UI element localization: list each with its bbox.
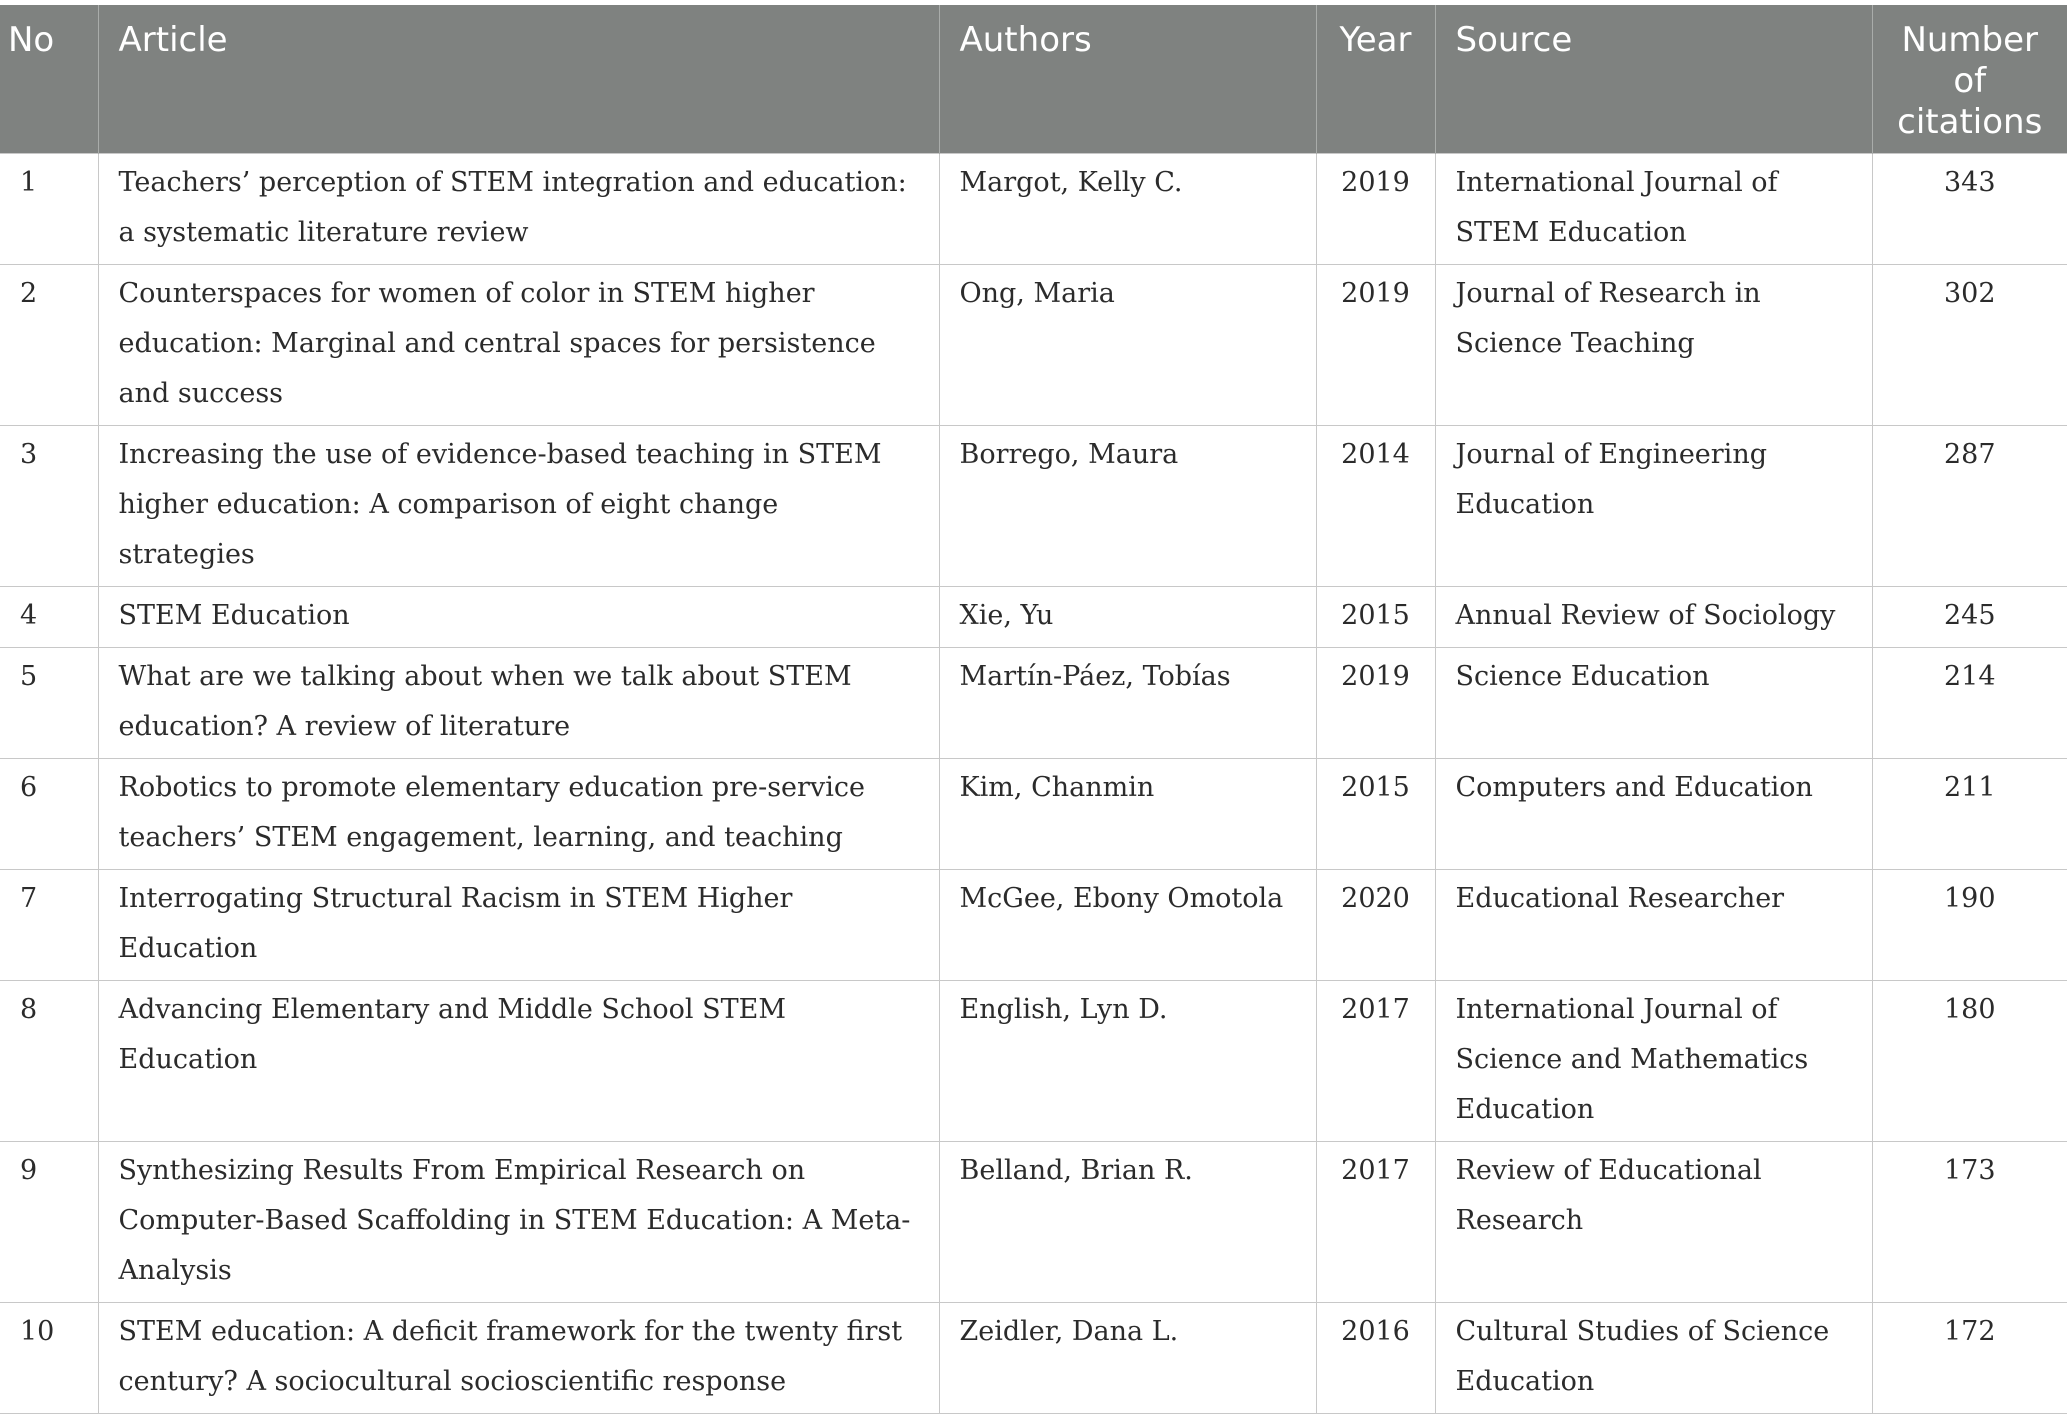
table-row (0, 648, 2067, 759)
cell-article: STEM education: A deficit framework for the twenty first century? A sociocultural socioscientific response (98, 1303, 939, 1414)
table-row (0, 265, 2067, 426)
cell-authors: Margot, Kelly C. (939, 154, 1316, 265)
header-article: Article (98, 5, 939, 154)
header-source: Source (1435, 5, 1872, 154)
header-citations: Number of citations (1872, 5, 2067, 154)
cell-source: Science Education (1435, 648, 1872, 759)
cell-no: 5 (0, 648, 98, 759)
cell-no: 6 (0, 759, 98, 870)
cell-authors: Kim, Chanmin (939, 759, 1316, 870)
cell-year: 2017 (1316, 1142, 1435, 1303)
cell-citations: 287 (1872, 426, 2067, 587)
cell-article: Synthesizing Results From Empirical Research on Computer-Based Scaffolding in STEM Education: A Meta-Analysis (98, 1142, 939, 1303)
cell-no: 4 (0, 587, 98, 648)
cell-source: International Journal of Science and Mathematics Education (1435, 981, 1872, 1142)
cell-article: Increasing the use of evidence-based teaching in STEM higher education: A comparison of eight change strategies (98, 426, 939, 587)
cell-source: Journal of Engineering Education (1435, 426, 1872, 587)
cell-source: Annual Review of Sociology (1435, 587, 1872, 648)
cell-citations: 211 (1872, 759, 2067, 870)
table-row (0, 981, 2067, 1142)
cell-year: 2015 (1316, 759, 1435, 870)
cell-no: 10 (0, 1303, 98, 1414)
cell-article: Robotics to promote elementary education pre-service teachers’ STEM engagement, learning, and teaching (98, 759, 939, 870)
header-year: Year (1316, 5, 1435, 154)
cell-year: 2015 (1316, 587, 1435, 648)
cell-no: 7 (0, 870, 98, 981)
table-header (0, 5, 2067, 154)
table-row (0, 426, 2067, 587)
cell-citations: 214 (1872, 648, 2067, 759)
cell-citations: 172 (1872, 1303, 2067, 1414)
table-body (0, 154, 2067, 1414)
cell-year: 2016 (1316, 1303, 1435, 1414)
citations-table (0, 5, 2067, 1414)
cell-article: Interrogating Structural Racism in STEM Higher Education (98, 870, 939, 981)
cell-source: Review of Educational Research (1435, 1142, 1872, 1303)
cell-citations: 180 (1872, 981, 2067, 1142)
header-authors: Authors (939, 5, 1316, 154)
cell-source: Educational Researcher (1435, 870, 1872, 981)
cell-no: 3 (0, 426, 98, 587)
cell-article: STEM Education (98, 587, 939, 648)
cell-authors: Borrego, Maura (939, 426, 1316, 587)
cell-year: 2019 (1316, 648, 1435, 759)
cell-authors: English, Lyn D. (939, 981, 1316, 1142)
header-no: No (0, 5, 98, 154)
cell-no: 2 (0, 265, 98, 426)
cell-authors: Martín-Páez, Tobías (939, 648, 1316, 759)
cell-authors: Ong, Maria (939, 265, 1316, 426)
table-row (0, 870, 2067, 981)
table-row (0, 1142, 2067, 1303)
cell-article: Advancing Elementary and Middle School STEM Education (98, 981, 939, 1142)
citations-table-wrapper (0, 5, 2067, 1414)
cell-authors: Xie, Yu (939, 587, 1316, 648)
table-row (0, 154, 2067, 265)
cell-source: Computers and Education (1435, 759, 1872, 870)
table-row (0, 1303, 2067, 1414)
cell-citations: 173 (1872, 1142, 2067, 1303)
cell-authors: McGee, Ebony Omotola (939, 870, 1316, 981)
cell-citations: 245 (1872, 587, 2067, 648)
cell-year: 2014 (1316, 426, 1435, 587)
cell-no: 8 (0, 981, 98, 1142)
cell-source: Journal of Research in Science Teaching (1435, 265, 1872, 426)
table-row (0, 587, 2067, 648)
cell-year: 2017 (1316, 981, 1435, 1142)
cell-no: 1 (0, 154, 98, 265)
cell-article: Teachers’ perception of STEM integration and education: a systematic literature review (98, 154, 939, 265)
cell-citations: 190 (1872, 870, 2067, 981)
cell-no: 9 (0, 1142, 98, 1303)
cell-year: 2020 (1316, 870, 1435, 981)
cell-authors: Zeidler, Dana L. (939, 1303, 1316, 1414)
cell-citations: 302 (1872, 265, 2067, 426)
cell-article: Counterspaces for women of color in STEM higher education: Marginal and central spaces for persistence and success (98, 265, 939, 426)
cell-authors: Belland, Brian R. (939, 1142, 1316, 1303)
cell-article: What are we talking about when we talk about STEM education? A review of literature (98, 648, 939, 759)
table-row (0, 759, 2067, 870)
cell-citations: 343 (1872, 154, 2067, 265)
cell-year: 2019 (1316, 265, 1435, 426)
cell-source: International Journal of STEM Education (1435, 154, 1872, 265)
header-row (0, 5, 2067, 154)
cell-year: 2019 (1316, 154, 1435, 265)
cell-source: Cultural Studies of Science Education (1435, 1303, 1872, 1414)
